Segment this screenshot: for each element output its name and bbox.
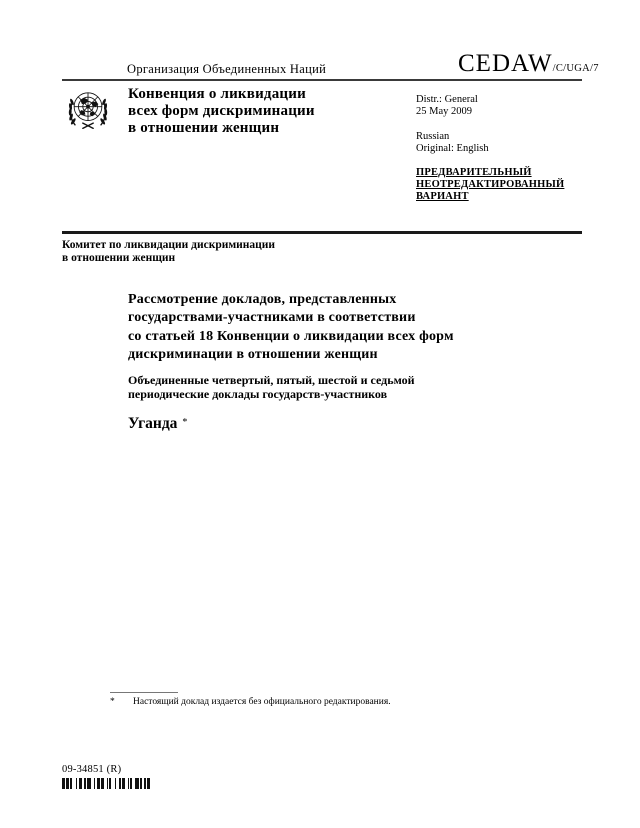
document-symbol <box>458 50 599 78</box>
advance-unedited-notice <box>416 167 564 203</box>
document-symbol-suffix: /C/UGA/7 <box>552 63 599 74</box>
country-name <box>128 415 187 433</box>
barcode-space <box>150 778 151 789</box>
report-title <box>128 291 454 364</box>
report-title-line: дискриминации в отношении женщин <box>128 346 378 362</box>
footnote-text: Настоящий доклад издается без официального редактирования. <box>133 697 391 707</box>
un-emblem-icon <box>62 85 114 137</box>
date-line: 25 May 2009 <box>416 106 472 117</box>
masthead-rule <box>62 79 582 81</box>
document-number: 09-34851 (R) <box>62 764 122 775</box>
distribution-block <box>416 94 489 155</box>
committee-name <box>62 239 275 265</box>
advance-notice-line: НЕОТРЕДАКТИРОВАННЫЙ <box>416 179 565 190</box>
convention-title-line: всех форм дискриминации <box>128 103 315 119</box>
convention-title <box>128 86 315 137</box>
report-subtitle-line: периодические доклады государств-участников <box>128 386 388 401</box>
report-title-line: со статьей 18 Конвенции о ликвидации всех форм <box>128 328 454 344</box>
footnote <box>110 697 470 708</box>
barcode <box>62 778 154 789</box>
committee-name-line: в отношении женщин <box>62 252 176 264</box>
language-line: Russian <box>416 131 450 142</box>
document-symbol-main: CEDAW <box>458 50 553 77</box>
committee-name-line: Комитет по ликвидации дискриминации <box>62 239 276 251</box>
org-name: Организация Объединенных Наций <box>127 62 327 76</box>
report-title-line: государствами-участниками в соответствии <box>128 310 416 326</box>
footnote-separator <box>110 692 178 693</box>
report-subtitle <box>128 374 415 401</box>
convention-title-line: Конвенция о ликвидации <box>128 86 306 102</box>
original-language-line: Original: English <box>416 143 489 154</box>
section-rule <box>62 231 582 234</box>
report-subtitle-line: Объединенные четвертый, пятый, шестой и седьмой <box>128 373 415 387</box>
advance-notice-line: ПРЕДВАРИТЕЛЬНЫЙ <box>416 167 532 178</box>
convention-title-line: в отношении женщин <box>128 120 280 136</box>
advance-notice-line: ВАРИАНТ <box>416 191 469 202</box>
report-title-line: Рассмотрение докладов, представленных <box>128 292 397 307</box>
footnote-marker: * <box>110 697 115 707</box>
distr-line: Distr.: General <box>416 94 478 105</box>
country-label: Уганда <box>128 415 178 432</box>
footnote-reference: * <box>182 417 188 428</box>
